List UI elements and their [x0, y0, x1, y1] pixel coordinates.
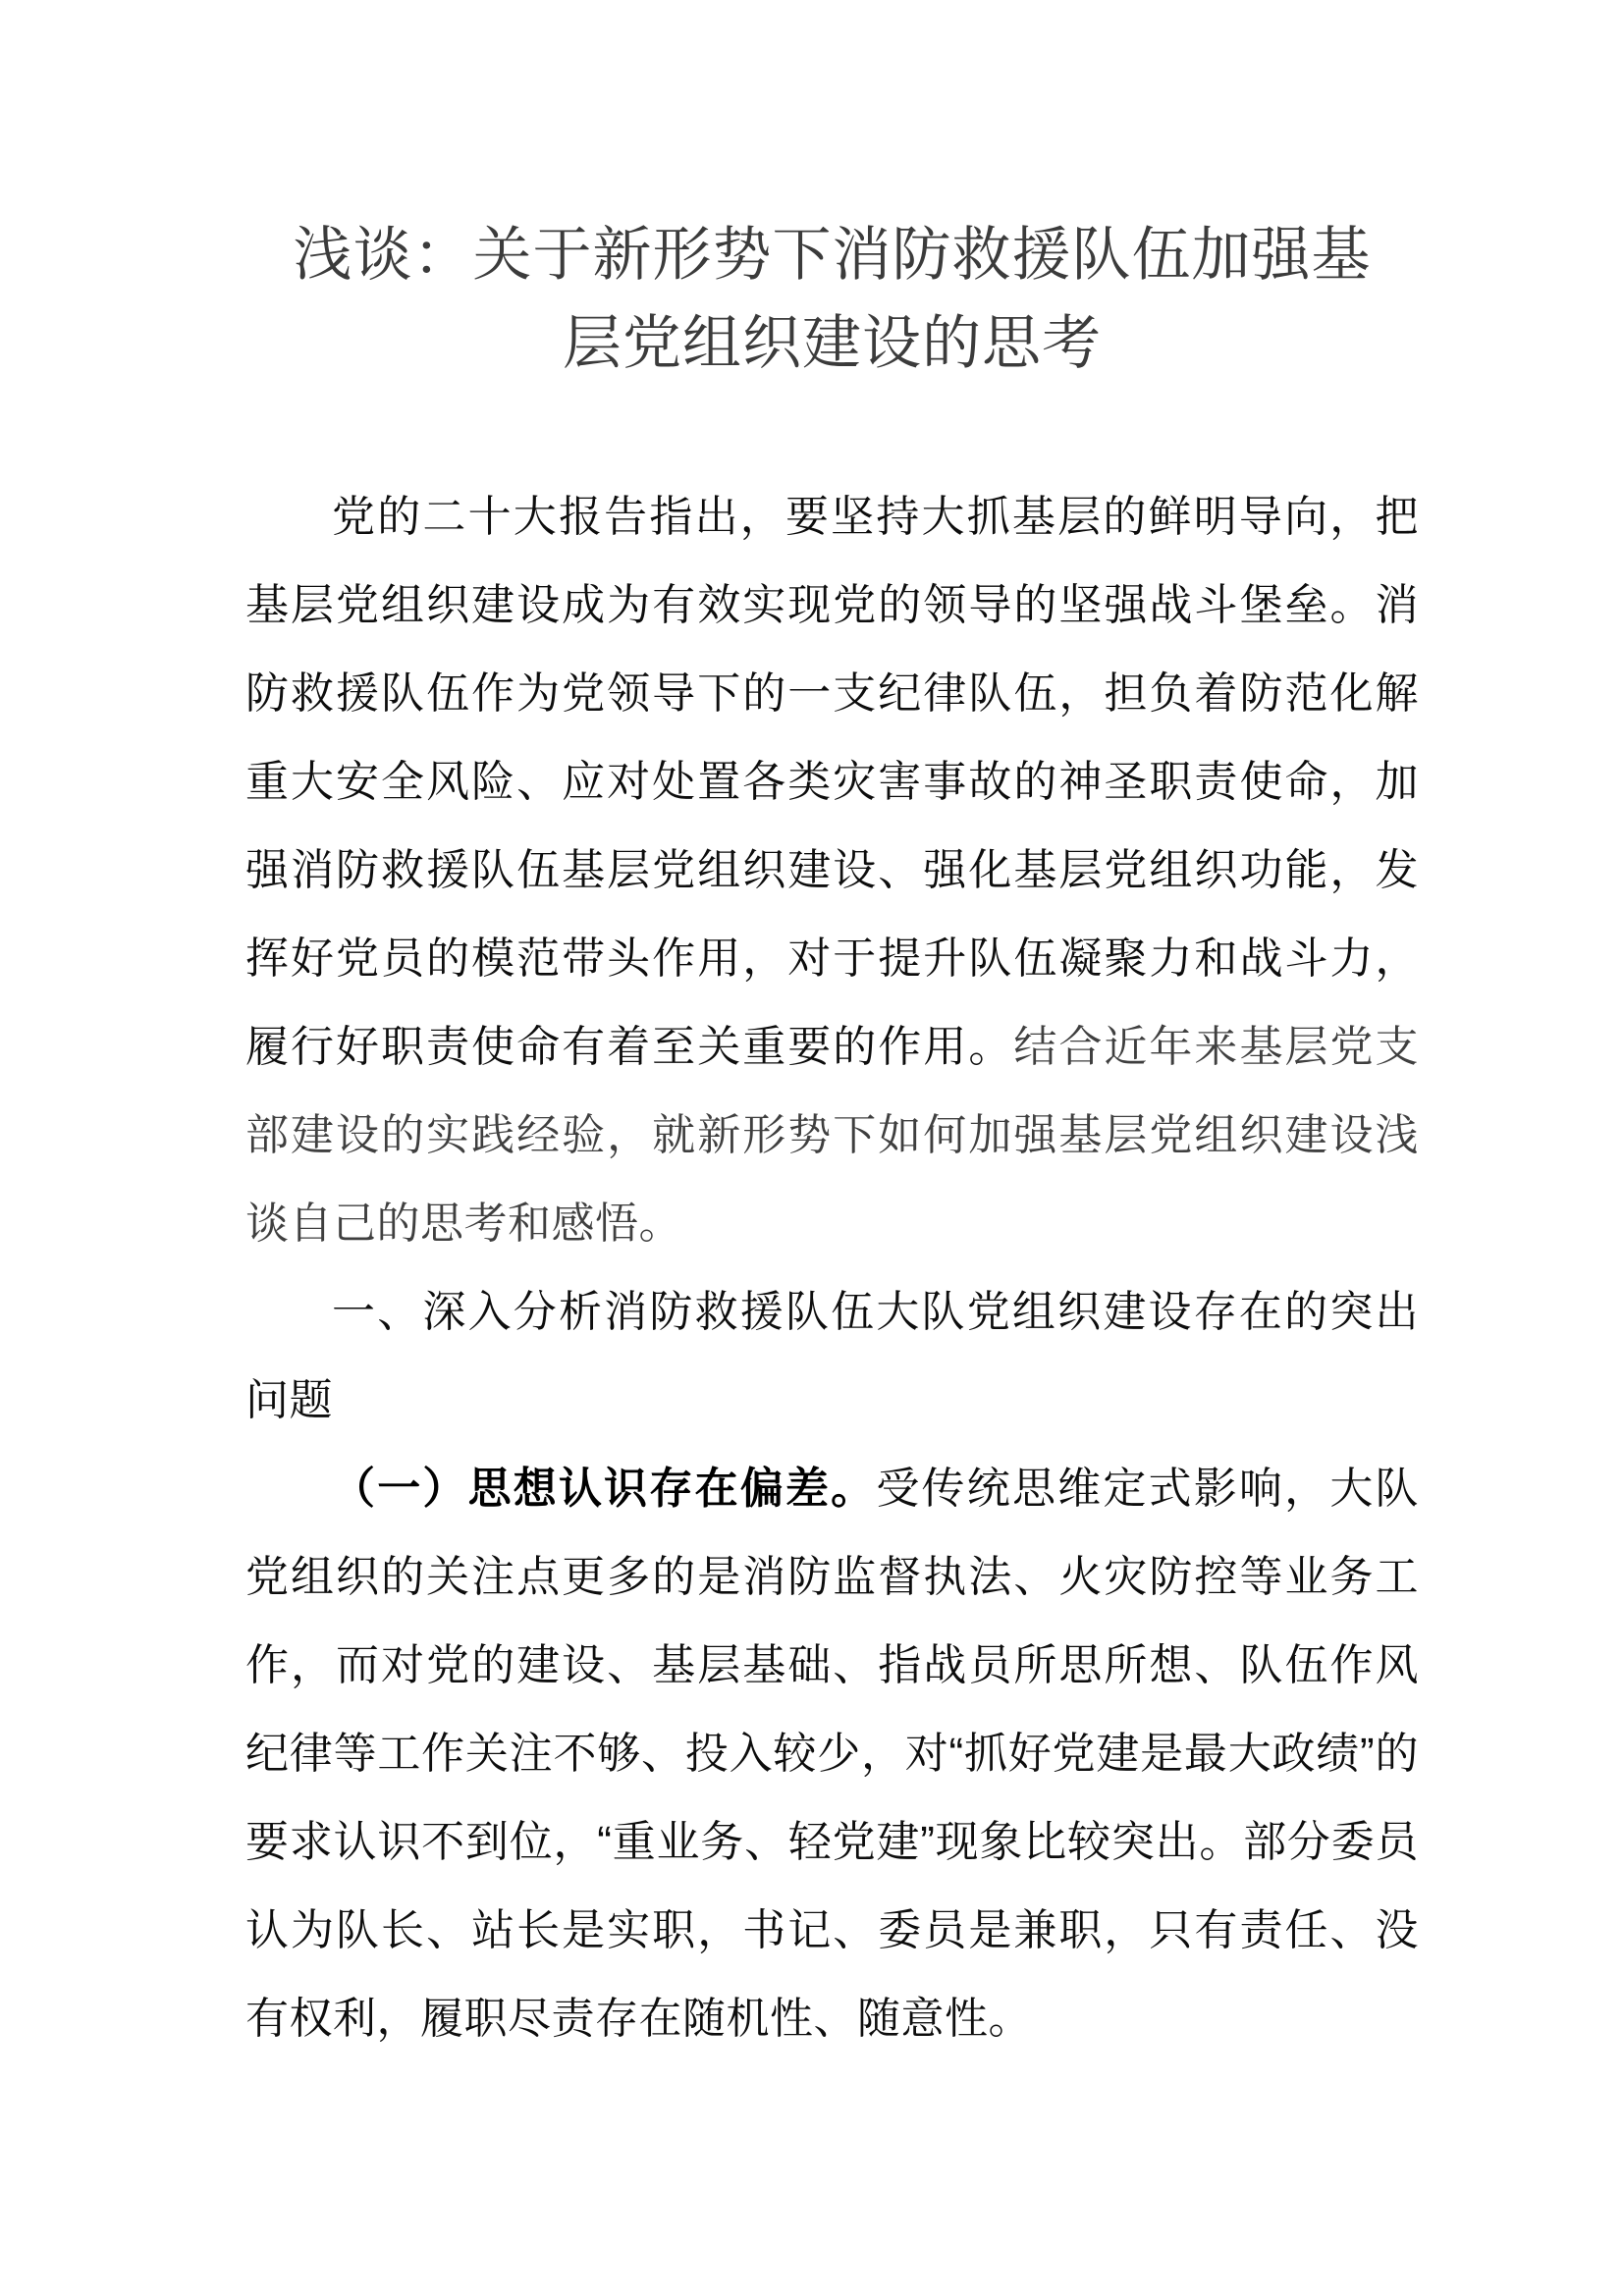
paragraph-subsection-1: [245, 1445, 1419, 2063]
document-title: [245, 211, 1419, 388]
document-title-line-2: 层党组织建设的思考: [563, 310, 1102, 376]
document-title-line-1: 浅谈：关于新形势下消防救援队伍加强基: [293, 222, 1372, 288]
subsection-1-lead-text: （一）思想认识存在偏差。: [332, 1465, 877, 1513]
section-heading-1: [245, 1268, 1419, 1445]
paragraph-intro: [245, 473, 1419, 1268]
paragraph-intro-main-text: 党的二十大报告指出，要坚持大抓基层的鲜明导向，把基层党组织建设成为有效实现党的领导的坚强战斗堡垒。消防救援队伍作为党领导下的一支纪律队伍，担负着防范化解重大安全风险、应对处置各类灾害事故的神圣职责使命，加强消防救援队伍基层党组织建设、强化基层党组织功能，发挥好党员的模范带头作用，对于提升队伍凝聚力和战斗力，履行好职责使命有着至关重要的作用。: [245, 493, 1419, 1071]
paragraph-intro-muted-text: 结合近年来基层党支部建设的实践经验，就新形势下如何加强基层党组织建设浅谈自己的思考和感悟。: [245, 1023, 1420, 1248]
section-heading-1-text: 一、深入分析消防救援队伍大队党组织建设存在的突出问题: [245, 1288, 1419, 1424]
subsection-1-body-text: 受传统思维定式影响，大队党组织的关注点更多的是消防监督执法、火灾防控等业务工作，而对党的建设、基层基础、指战员所思所想、队伍作风纪律等工作关注不够、投入较少，对“抓好党建是最大政绩”的要求认识不到位，“重业务、轻党建”现象比较突出。部分委员认为队长、站长是实职，书记、委员是兼职，只有责任、没有权利，履职尽责存在随机性、随意性。: [245, 1465, 1420, 2043]
